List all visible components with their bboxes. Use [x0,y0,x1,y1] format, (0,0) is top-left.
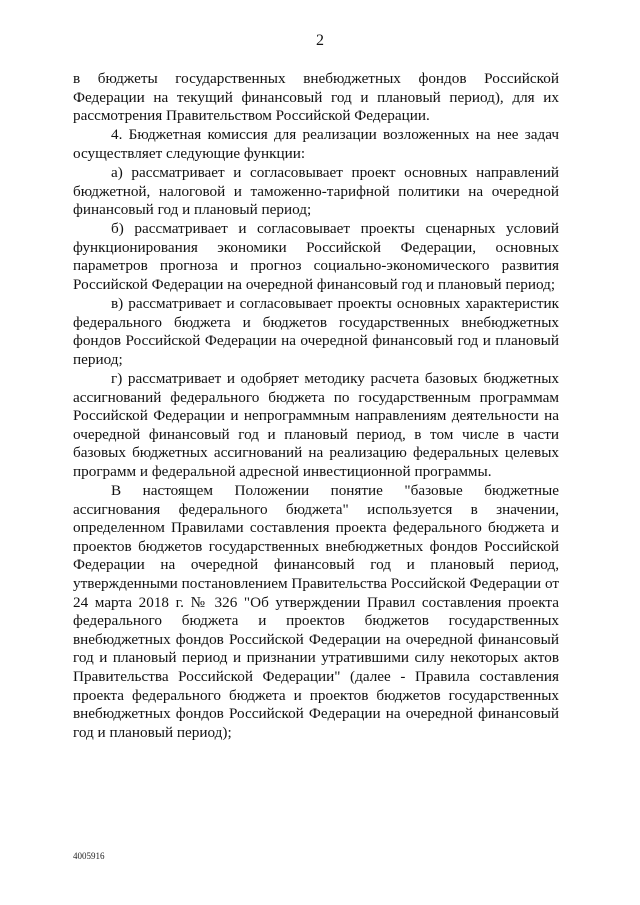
paragraph-subitem-b: б) рассматривает и согласовывает проекты сценарных условий функционирования экономики Российской Федерации, основных параметров прогноза и прогноз социально-экономического развития Российской Федерации на очередной финансовый год и плановый период; [73,220,559,294]
document-code: 4005916 [73,851,105,861]
paragraph-definition: В настоящем Положении понятие "базовые бюджетные ассигнования федерального бюджета" используется в значении, определенном Правилами составления проекта федерального бюджета и проектов бюджетов государственных внебюджетных фондов Российской Федерации на очередной финансовый год и плановый период, утвержденными постановлением Правительства Российской Федерации от 24 марта 2018 г. № 326 "Об утверждении Правил составления проекта федерального бюджета и проектов бюджетов государственных внебюджетных фондов Российской Федерации на очередной финансовый год и плановый период и признании утратившими силу некоторых актов Правительства Российской Федерации" (далее - Правила составления проекта федерального бюджета и проектов бюджетов государственных внебюджетных фондов Российской Федерации на очередной финансовый год и плановый период); [73,482,559,741]
paragraph-item-4: 4. Бюджетная комиссия для реализации возложенных на нее задач осуществляет следующие функции: [73,126,559,162]
paragraph-subitem-g: г) рассматривает и одобряет методику расчета базовых бюджетных ассигнований федерального бюджета по государственным программам Российской Федерации и непрограммным направлениям деятельности на очередной финансовый год и плановый период, в том числе в части базовых бюджетных ассигнований на реализацию федеральных целевых программ и федеральной адресной инвестиционной программы. [73,370,559,480]
document-body [73,70,559,742]
paragraph-subitem-a: а) рассматривает и согласовывает проект основных направлений бюджетной, налоговой и таможенно-тарифной политики на очередной финансовый год и плановый период; [73,163,559,219]
paragraph-subitem-v: в) рассматривает и согласовывает проекты основных характеристик федерального бюджета и бюджетов государственных внебюджетных фондов Российской Федерации на очередной финансовый год и плановый период; [73,295,559,368]
page-number: 2 [316,32,324,49]
paragraph-continuation: в бюджеты государственных внебюджетных фондов Российской Федерации на текущий финансовый год и плановый период), для их рассмотрения Правительством Российской Федерации. [73,70,559,125]
